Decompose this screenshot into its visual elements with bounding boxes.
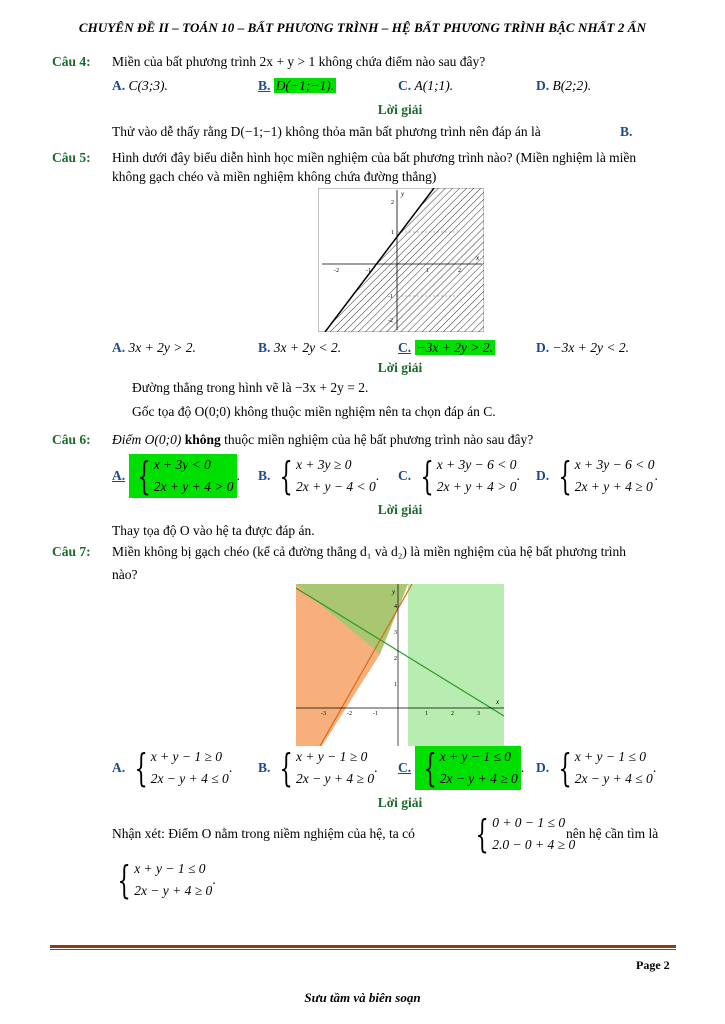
question-7-text-line2: nào?	[112, 567, 138, 582]
q5-x-label: x	[476, 254, 480, 262]
q7-tick-x-1: 1	[425, 711, 428, 717]
q6-option-a[interactable]: A. { x + 3y < 0 2x + y + 4 > 0 .	[112, 454, 240, 498]
q5-tick-x-2: 2	[458, 268, 461, 274]
q7-solution-heading: Lời giải	[377, 795, 423, 810]
footer-divider	[50, 945, 676, 950]
q6-option-d[interactable]: D. { x + 3y − 6 < 0 2x + y + 4 ≥ 0 .	[536, 454, 658, 498]
q5-option-d[interactable]: D. −3x + 2y < 2.	[536, 340, 629, 355]
question-7-text-line1: Miền không bị gạch chéo (kể cả đường thẳng d₁ và d₂) là miền nghiệm của hệ bất phương trình	[112, 544, 627, 559]
q5-tick-y-neg1: -1	[388, 294, 393, 300]
q6-solution-heading: Lời giải	[377, 502, 423, 517]
q7-solution-tail: nên hệ cần tìm là	[566, 826, 659, 841]
q7-graph	[296, 584, 504, 746]
question-6-text: Điểm O(0;0) không thuộc miền nghiệm của hệ bất phương trình nào sau đây?	[112, 432, 534, 447]
q7-option-a[interactable]: A. { x + y − 1 ≥ 0 2x − y + 4 ≤ 0 .	[112, 746, 233, 790]
q5-y-label: y	[401, 190, 405, 198]
question-4-label: Câu 4:	[52, 54, 91, 69]
question-7-label: Câu 7:	[52, 544, 91, 559]
page-number: Page 2	[636, 958, 670, 972]
q7-tick-y-4: 4	[394, 604, 397, 610]
q7-final-system: { x + y − 1 ≤ 0 2x − y + 4 ≥ 0 .	[117, 858, 216, 902]
q4-option-c[interactable]: C. A(1;1).	[398, 78, 454, 93]
q5-tick-y-2: 2	[391, 200, 394, 206]
q4-solution-heading: Lời giải	[377, 102, 423, 117]
question-5-label: Câu 5:	[52, 150, 91, 165]
q7-x-label: x	[496, 698, 500, 706]
q4-answer: B.	[620, 124, 633, 139]
q5-graph	[318, 188, 484, 332]
footer-source: Sưu tầm và biên soạn	[304, 990, 421, 1005]
q7-tick-x-neg3: -3	[321, 711, 326, 717]
q5-tick-x-neg2: -2	[334, 268, 339, 274]
page-header: CHUYÊN ĐỀ II – TOÁN 10 – BẤT PHƯƠNG TRÌNH – HỆ BẤT PHƯƠNG TRÌNH BẬC NHẤT 2 ẨN	[78, 20, 647, 35]
q5-tick-y-neg2: -2	[388, 318, 393, 324]
question-4-text: Miền của bất phương trình 2x + y > 1 không chứa điểm nào sau đây?	[112, 54, 486, 69]
q7-tick-x-2: 2	[451, 711, 454, 717]
q7-tick-y-3: 3	[394, 630, 397, 636]
q7-region-green-right	[408, 584, 504, 746]
q7-tick-y-2: 2	[394, 656, 397, 662]
q5-option-a[interactable]: A. 3x + 2y > 2.	[112, 340, 196, 355]
question-5-text-line2: không gạch chéo và miền nghiệm không chứa đường thẳng)	[112, 169, 437, 184]
q7-y-label: y	[392, 588, 396, 596]
q7-option-c[interactable]: C. { x + y − 1 ≤ 0 2x − y + 4 ≥ 0 .	[398, 746, 525, 790]
q5-tick-x-1: 1	[426, 268, 429, 274]
q5-option-c[interactable]: C. −3x + 2y > 2.	[398, 340, 493, 355]
q5-solution-line1: Đường thẳng trong hình vẽ là −3x + 2y = 2.	[132, 380, 369, 395]
q6-option-c[interactable]: C. { x + 3y − 6 < 0 2x + y + 4 > 0 .	[398, 454, 520, 498]
question-6-label: Câu 6:	[52, 432, 91, 447]
q7-solution-text: Nhận xét: Điểm O nằm trong niềm nghiệm của hệ, ta có	[112, 826, 415, 841]
q7-tick-x-3: 3	[477, 711, 480, 717]
q7-tick-y-1: 1	[394, 682, 397, 688]
q6-option-b[interactable]: B. { x + 3y ≥ 0 2x + y − 4 < 0 .	[258, 454, 380, 498]
q5-tick-y-1: 1	[391, 230, 394, 236]
q7-tick-x-neg1: -1	[373, 711, 378, 717]
q4-solution-text: Thử vào dễ thấy rằng D(−1;−1) không thỏa mãn bất phương trình nên đáp án là	[112, 124, 541, 139]
q7-option-d[interactable]: D. { x + y − 1 ≤ 0 2x − y + 4 ≤ 0 .	[536, 746, 657, 790]
question-5-text-line1: Hình dưới đây biểu diễn hình học miền nghiệm của bất phương trình nào? (Miền nghiệm là miền	[112, 150, 637, 165]
q6-solution-text: Thay tọa độ O vào hệ ta được đáp án.	[112, 523, 315, 538]
q7-solution-system: { 0 + 0 − 1 ≤ 0 2.0 − 0 + 4 ≥ 0	[475, 812, 576, 856]
q4-option-a[interactable]: A. C(3;3).	[112, 78, 168, 93]
q7-tick-x-neg2: -2	[347, 711, 352, 717]
q5-solution-heading: Lời giải	[377, 360, 423, 375]
q5-tick-x-neg1: -1	[366, 268, 371, 274]
q7-option-b[interactable]: B. { x + y − 1 ≥ 0 2x − y + 4 ≥ 0 .	[258, 746, 378, 790]
q5-solution-line2: Gốc tọa độ O(0;0) không thuộc miền nghiệm nên ta chọn đáp án C.	[132, 404, 496, 419]
q4-option-d[interactable]: D. B(2;2).	[536, 78, 592, 93]
q4-option-b[interactable]: B. D(−1;−1).	[258, 78, 335, 93]
q5-option-b[interactable]: B. 3x + 2y < 2.	[258, 340, 342, 355]
